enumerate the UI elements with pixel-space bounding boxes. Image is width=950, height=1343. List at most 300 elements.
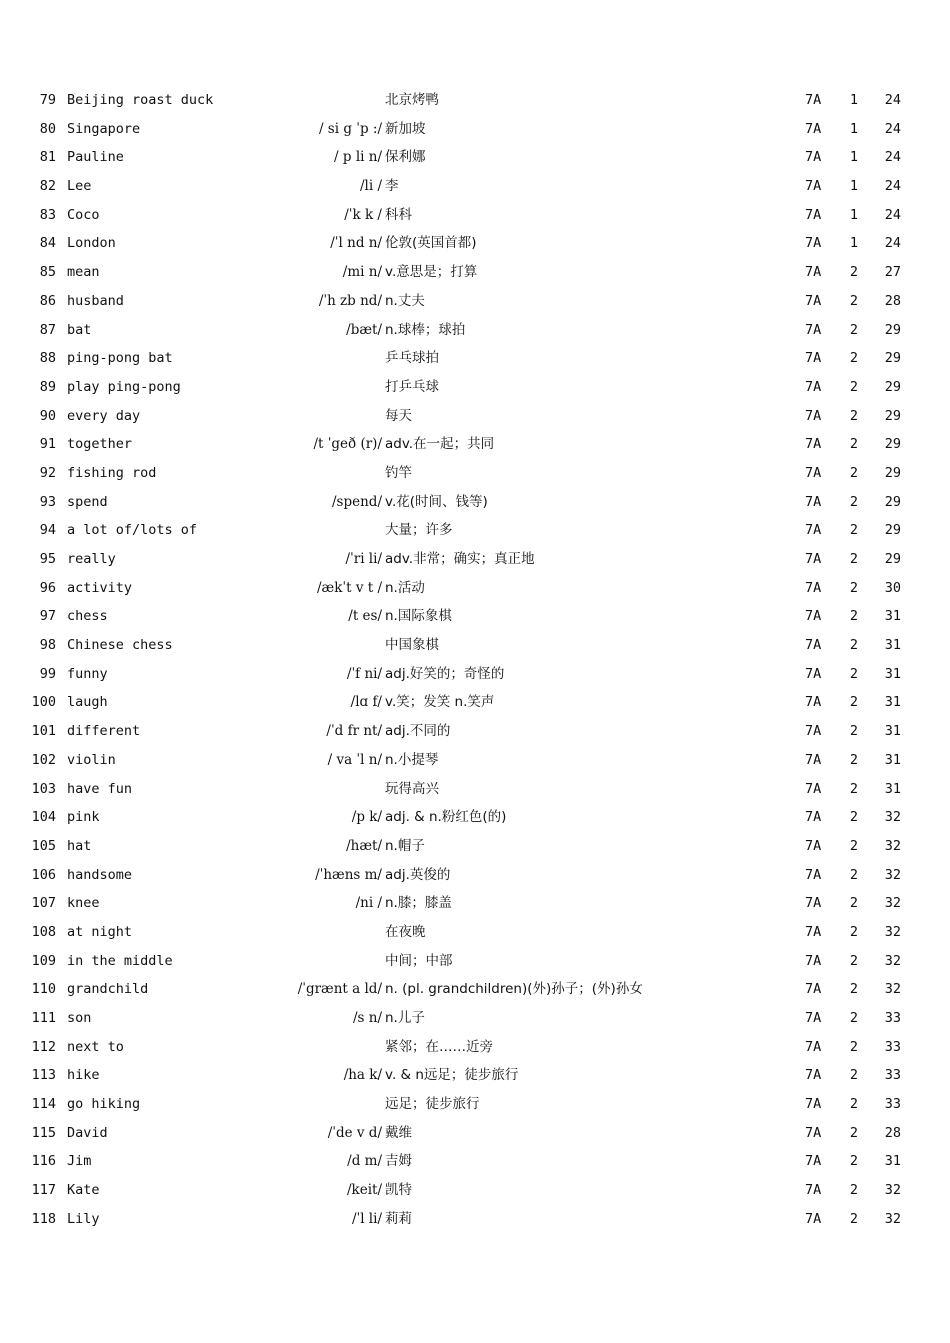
entry-phonetic: /lɑ f/ xyxy=(350,694,382,711)
entry-meaning: n.球棒；球拍 xyxy=(385,321,466,338)
entry-word: ping-pong bat xyxy=(67,350,173,367)
entry-page: 33 xyxy=(884,1038,901,1055)
entry-meaning: adj.好笑的；奇怪的 xyxy=(385,665,505,682)
entry-page: 31 xyxy=(884,608,901,625)
entry-page: 32 xyxy=(884,809,901,826)
entry-number: 90 xyxy=(39,407,56,424)
entry-word: mean xyxy=(67,264,100,281)
entry-phonetic: /spend/ xyxy=(332,493,382,510)
entry-meaning: adv.非常；确实；真正地 xyxy=(385,551,535,567)
entry-meaning: 玩得高兴 xyxy=(385,780,439,797)
entry-meaning: n.活动 xyxy=(385,579,425,596)
entry-meaning: 凯特 xyxy=(385,1182,412,1199)
entry-word: knee xyxy=(67,895,100,912)
entry-word: London xyxy=(67,235,116,252)
entry-unit: 1 xyxy=(849,235,859,252)
vocabulary-table xyxy=(0,86,950,1234)
entry-book: 7A xyxy=(805,235,822,252)
entry-word: husband xyxy=(67,292,124,309)
entry-word: at night xyxy=(67,923,133,940)
table-row xyxy=(0,1205,950,1234)
entry-number: 117 xyxy=(31,1182,56,1199)
entry-phonetic: /ˈf ni/ xyxy=(346,665,382,682)
entry-unit: 2 xyxy=(849,1096,859,1113)
table-row xyxy=(0,889,950,918)
entry-word: really xyxy=(67,551,116,567)
entry-phonetic: /ˈl li/ xyxy=(351,1210,382,1227)
entry-number: 115 xyxy=(31,1124,56,1141)
table-row xyxy=(0,746,950,775)
table-row xyxy=(0,832,950,861)
entry-book: 7A xyxy=(805,1153,822,1170)
entry-book: 7A xyxy=(805,866,822,883)
entry-phonetic: /ˈgrænt a ld/ xyxy=(297,981,382,998)
entry-page: 31 xyxy=(884,694,901,711)
entry-meaning: n.国际象棋 xyxy=(385,608,452,625)
entry-number: 97 xyxy=(39,608,56,625)
table-row xyxy=(0,1176,950,1205)
entry-book: 7A xyxy=(805,551,822,567)
entry-number: 84 xyxy=(39,235,56,252)
entry-book: 7A xyxy=(805,1067,822,1084)
entry-meaning: n.膝；膝盖 xyxy=(385,895,452,912)
entry-page: 29 xyxy=(884,436,901,453)
entry-book: 7A xyxy=(805,923,822,940)
entry-meaning: n.儿子 xyxy=(385,1010,425,1026)
entry-unit: 2 xyxy=(849,1182,859,1199)
entry-word: chess xyxy=(67,608,108,625)
entry-unit: 2 xyxy=(849,895,859,912)
table-row xyxy=(0,316,950,345)
entry-number: 109 xyxy=(31,952,56,969)
entry-meaning: 钓竿 xyxy=(385,464,412,481)
entry-number: 113 xyxy=(31,1067,56,1084)
entry-number: 107 xyxy=(31,895,56,912)
entry-meaning: 紧邻；在……近旁 xyxy=(385,1038,493,1055)
entry-phonetic: /ni / xyxy=(355,895,382,912)
table-row xyxy=(0,430,950,459)
entry-meaning: adj.英俊的 xyxy=(385,866,451,883)
entry-phonetic: /ˈk k / xyxy=(344,206,382,223)
entry-word: Chinese chess xyxy=(67,637,173,654)
table-row xyxy=(0,143,950,172)
entry-number: 116 xyxy=(31,1153,56,1170)
table-row xyxy=(0,115,950,144)
entry-number: 88 xyxy=(39,350,56,367)
entry-number: 89 xyxy=(39,378,56,395)
entry-meaning: 保利娜 xyxy=(385,149,426,166)
table-row xyxy=(0,1119,950,1148)
entry-word: Beijing roast duck xyxy=(67,92,214,108)
entry-number: 82 xyxy=(39,178,56,195)
table-row xyxy=(0,373,950,402)
table-row xyxy=(0,86,950,115)
table-row xyxy=(0,1061,950,1090)
entry-book: 7A xyxy=(805,952,822,969)
entry-page: 24 xyxy=(884,235,901,252)
entry-book: 7A xyxy=(805,1124,822,1141)
entry-phonetic: /t ˈgeð (r)/ xyxy=(313,436,382,453)
entry-meaning: n.帽子 xyxy=(385,837,425,854)
entry-word: in the middle xyxy=(67,952,173,969)
entry-meaning: 远足；徒步旅行 xyxy=(385,1096,480,1113)
entry-book: 7A xyxy=(805,809,822,826)
entry-phonetic: /hæt/ xyxy=(346,837,382,854)
entry-meaning: 大量；许多 xyxy=(385,522,453,539)
entry-number: 112 xyxy=(31,1038,56,1055)
entry-number: 91 xyxy=(39,436,56,453)
entry-page: 33 xyxy=(884,1010,901,1026)
entry-unit: 2 xyxy=(849,1010,859,1026)
entry-book: 7A xyxy=(805,837,822,854)
entry-book: 7A xyxy=(805,751,822,768)
entry-number: 92 xyxy=(39,464,56,481)
entry-book: 7A xyxy=(805,464,822,481)
entry-phonetic: /ˈd fr nt/ xyxy=(326,723,382,740)
entry-number: 102 xyxy=(31,751,56,768)
entry-word: fishing rod xyxy=(67,464,157,481)
entry-phonetic: /ˈh zb nd/ xyxy=(318,292,382,309)
entry-meaning: 戴维 xyxy=(385,1124,412,1141)
entry-book: 7A xyxy=(805,1210,822,1227)
entry-page: 32 xyxy=(884,866,901,883)
table-row xyxy=(0,402,950,431)
entry-unit: 2 xyxy=(849,264,859,281)
entry-word: Lee xyxy=(67,178,92,195)
entry-word: grandchild xyxy=(67,981,149,998)
entry-number: 93 xyxy=(39,493,56,510)
entry-book: 7A xyxy=(805,120,822,137)
entry-word: Singapore xyxy=(67,120,141,137)
entry-book: 7A xyxy=(805,92,822,108)
entry-number: 87 xyxy=(39,321,56,338)
entry-book: 7A xyxy=(805,493,822,510)
entry-unit: 2 xyxy=(849,665,859,682)
entry-word: play ping-pong xyxy=(67,378,181,395)
entry-number: 98 xyxy=(39,637,56,654)
entry-page: 32 xyxy=(884,981,901,998)
entry-word: handsome xyxy=(67,866,133,883)
entry-unit: 2 xyxy=(849,551,859,567)
entry-number: 118 xyxy=(31,1210,56,1227)
entry-book: 7A xyxy=(805,292,822,309)
entry-book: 7A xyxy=(805,780,822,797)
entry-meaning: 中国象棋 xyxy=(385,637,439,654)
entry-book: 7A xyxy=(805,378,822,395)
entry-unit: 2 xyxy=(849,378,859,395)
entry-word: different xyxy=(67,723,141,740)
entry-unit: 2 xyxy=(849,1210,859,1227)
entry-book: 7A xyxy=(805,579,822,596)
entry-page: 31 xyxy=(884,637,901,654)
entry-unit: 2 xyxy=(849,292,859,309)
entry-phonetic: /keit/ xyxy=(346,1182,382,1199)
table-row xyxy=(0,488,950,517)
entry-number: 83 xyxy=(39,206,56,223)
entry-word: Jim xyxy=(67,1153,92,1170)
entry-number: 110 xyxy=(31,981,56,998)
entry-unit: 2 xyxy=(849,608,859,625)
table-row xyxy=(0,660,950,689)
table-row xyxy=(0,1033,950,1062)
entry-number: 79 xyxy=(39,92,56,108)
entry-number: 101 xyxy=(31,723,56,740)
entry-unit: 2 xyxy=(849,809,859,826)
entry-unit: 2 xyxy=(849,321,859,338)
entry-number: 81 xyxy=(39,149,56,166)
entry-book: 7A xyxy=(805,1010,822,1026)
entry-page: 29 xyxy=(884,378,901,395)
entry-book: 7A xyxy=(805,665,822,682)
entry-page: 29 xyxy=(884,321,901,338)
entry-phonetic: /ˈl nd n/ xyxy=(330,235,382,252)
entry-unit: 2 xyxy=(849,952,859,969)
entry-unit: 2 xyxy=(849,1153,859,1170)
entry-word: Coco xyxy=(67,206,100,223)
entry-book: 7A xyxy=(805,149,822,166)
entry-number: 103 xyxy=(31,780,56,797)
entry-page: 24 xyxy=(884,120,901,137)
entry-number: 99 xyxy=(39,665,56,682)
table-row xyxy=(0,602,950,631)
entry-word: go hiking xyxy=(67,1096,141,1113)
table-row xyxy=(0,1147,950,1176)
entry-word: violin xyxy=(67,751,116,768)
table-row xyxy=(0,516,950,545)
entry-unit: 2 xyxy=(849,436,859,453)
entry-unit: 2 xyxy=(849,723,859,740)
table-row xyxy=(0,947,950,976)
entry-number: 80 xyxy=(39,120,56,137)
entry-page: 32 xyxy=(884,895,901,912)
entry-page: 30 xyxy=(884,579,901,596)
entry-unit: 1 xyxy=(849,92,859,108)
entry-unit: 1 xyxy=(849,206,859,223)
entry-page: 24 xyxy=(884,92,901,108)
entry-unit: 1 xyxy=(849,149,859,166)
entry-page: 33 xyxy=(884,1096,901,1113)
entry-meaning: 北京烤鸭 xyxy=(385,92,439,108)
entry-page: 29 xyxy=(884,407,901,424)
entry-word: activity xyxy=(67,579,133,596)
entry-meaning: adj. & n.粉红色(的) xyxy=(385,809,507,826)
entry-unit: 2 xyxy=(849,923,859,940)
entry-book: 7A xyxy=(805,694,822,711)
entry-phonetic: /ˈri li/ xyxy=(345,551,382,567)
entry-meaning: 李 xyxy=(385,178,399,195)
table-row xyxy=(0,258,950,287)
table-row xyxy=(0,775,950,804)
entry-book: 7A xyxy=(805,723,822,740)
entry-unit: 2 xyxy=(849,780,859,797)
entry-book: 7A xyxy=(805,407,822,424)
entry-meaning: v.花(时间、钱等) xyxy=(385,493,488,510)
entry-phonetic: /d m/ xyxy=(347,1153,382,1170)
table-row xyxy=(0,459,950,488)
entry-number: 105 xyxy=(31,837,56,854)
entry-word: bat xyxy=(67,321,92,338)
entry-meaning: 每天 xyxy=(385,407,412,424)
entry-meaning: v.笑；发笑 n.笑声 xyxy=(385,694,495,711)
entry-book: 7A xyxy=(805,1182,822,1199)
table-row xyxy=(0,803,950,832)
entry-meaning: v.意思是；打算 xyxy=(385,264,478,281)
entry-page: 31 xyxy=(884,723,901,740)
entry-book: 7A xyxy=(805,436,822,453)
entry-number: 114 xyxy=(31,1096,56,1113)
entry-meaning: 吉姆 xyxy=(385,1153,412,1170)
table-row xyxy=(0,545,950,574)
entry-page: 24 xyxy=(884,178,901,195)
entry-page: 28 xyxy=(884,1124,901,1141)
table-row xyxy=(0,918,950,947)
entry-unit: 2 xyxy=(849,1067,859,1084)
entry-unit: 2 xyxy=(849,350,859,367)
entry-number: 111 xyxy=(31,1010,56,1026)
entry-unit: 2 xyxy=(849,866,859,883)
table-row xyxy=(0,688,950,717)
entry-word: together xyxy=(67,436,133,453)
entry-page: 32 xyxy=(884,837,901,854)
entry-unit: 2 xyxy=(849,579,859,596)
entry-word: next to xyxy=(67,1038,124,1055)
entry-number: 106 xyxy=(31,866,56,883)
entry-page: 31 xyxy=(884,780,901,797)
entry-phonetic: / si g ˈp :/ xyxy=(318,120,382,137)
table-row xyxy=(0,287,950,316)
entry-phonetic: /s n/ xyxy=(352,1010,382,1026)
entry-page: 29 xyxy=(884,350,901,367)
entry-meaning: n.小提琴 xyxy=(385,751,439,768)
entry-number: 85 xyxy=(39,264,56,281)
entry-page: 32 xyxy=(884,923,901,940)
entry-book: 7A xyxy=(805,321,822,338)
table-row xyxy=(0,1090,950,1119)
entry-meaning: adj.不同的 xyxy=(385,723,451,740)
entry-unit: 2 xyxy=(849,637,859,654)
entry-word: hike xyxy=(67,1067,100,1084)
entry-phonetic: /ækˈt v t / xyxy=(316,579,382,596)
entry-word: every day xyxy=(67,407,141,424)
entry-number: 104 xyxy=(31,809,56,826)
entry-page: 28 xyxy=(884,292,901,309)
entry-number: 94 xyxy=(39,522,56,539)
entry-page: 27 xyxy=(884,264,901,281)
entry-phonetic: /p k/ xyxy=(351,809,382,826)
entry-meaning: 在夜晚 xyxy=(385,923,426,940)
entry-word: a lot of/lots of xyxy=(67,522,198,539)
entry-page: 33 xyxy=(884,1067,901,1084)
entry-unit: 2 xyxy=(849,493,859,510)
table-row xyxy=(0,975,950,1004)
entry-page: 32 xyxy=(884,1210,901,1227)
table-row xyxy=(0,574,950,603)
entry-meaning: 新加坡 xyxy=(385,120,426,137)
entry-word: have fun xyxy=(67,780,133,797)
entry-book: 7A xyxy=(805,1038,822,1055)
entry-book: 7A xyxy=(805,1096,822,1113)
table-row xyxy=(0,201,950,230)
entry-phonetic: / p li n/ xyxy=(334,149,382,166)
entry-word: son xyxy=(67,1010,92,1026)
entry-phonetic: /ˈhæns m/ xyxy=(315,866,382,883)
entry-meaning: 伦敦(英国首都) xyxy=(385,235,477,252)
entry-page: 29 xyxy=(884,464,901,481)
entry-number: 96 xyxy=(39,579,56,596)
entry-phonetic: /ˈde v d/ xyxy=(327,1124,382,1141)
entry-unit: 2 xyxy=(849,981,859,998)
entry-page: 32 xyxy=(884,952,901,969)
entry-book: 7A xyxy=(805,206,822,223)
table-row xyxy=(0,631,950,660)
entry-unit: 2 xyxy=(849,694,859,711)
entry-page: 29 xyxy=(884,551,901,567)
entry-page: 24 xyxy=(884,206,901,223)
entry-word: pink xyxy=(67,809,100,826)
entry-unit: 2 xyxy=(849,837,859,854)
entry-word: hat xyxy=(67,837,92,854)
entry-phonetic: /mi n/ xyxy=(342,264,382,281)
entry-unit: 2 xyxy=(849,1124,859,1141)
entry-unit: 2 xyxy=(849,1038,859,1055)
table-row xyxy=(0,861,950,890)
entry-number: 100 xyxy=(31,694,56,711)
entry-page: 31 xyxy=(884,665,901,682)
entry-number: 95 xyxy=(39,551,56,567)
entry-phonetic: / va ˈl n/ xyxy=(327,751,382,768)
entry-word: funny xyxy=(67,665,108,682)
entry-unit: 1 xyxy=(849,178,859,195)
entry-word: Kate xyxy=(67,1182,100,1199)
entry-phonetic: /ha k/ xyxy=(343,1067,382,1084)
entry-page: 24 xyxy=(884,149,901,166)
entry-meaning: 莉莉 xyxy=(385,1210,412,1227)
entry-book: 7A xyxy=(805,178,822,195)
entry-meaning: v. & n远足；徒步旅行 xyxy=(385,1067,519,1084)
entry-page: 31 xyxy=(884,751,901,768)
table-row xyxy=(0,1004,950,1033)
entry-book: 7A xyxy=(805,895,822,912)
entry-phonetic: /bæt/ xyxy=(346,321,382,338)
entry-page: 31 xyxy=(884,1153,901,1170)
table-row xyxy=(0,344,950,373)
entry-page: 29 xyxy=(884,522,901,539)
entry-word: laugh xyxy=(67,694,108,711)
entry-book: 7A xyxy=(805,522,822,539)
table-row xyxy=(0,229,950,258)
entry-meaning: n. (pl. grandchildren)(外)孙子；(外)孙女 xyxy=(385,981,643,998)
entry-book: 7A xyxy=(805,264,822,281)
entry-phonetic: /t es/ xyxy=(348,608,382,625)
entry-word: Pauline xyxy=(67,149,124,166)
entry-word: David xyxy=(67,1124,108,1141)
table-row xyxy=(0,717,950,746)
entry-word: spend xyxy=(67,493,108,510)
entry-book: 7A xyxy=(805,637,822,654)
entry-phonetic: /li / xyxy=(359,178,382,195)
entry-unit: 2 xyxy=(849,407,859,424)
entry-unit: 2 xyxy=(849,751,859,768)
entry-meaning: 科科 xyxy=(385,206,412,223)
entry-number: 86 xyxy=(39,292,56,309)
entry-meaning: 中间；中部 xyxy=(385,952,453,969)
entry-unit: 1 xyxy=(849,120,859,137)
entry-book: 7A xyxy=(805,608,822,625)
entry-meaning: 乒乓球拍 xyxy=(385,350,439,367)
entry-word: Lily xyxy=(67,1210,100,1227)
table-row xyxy=(0,172,950,201)
entry-unit: 2 xyxy=(849,522,859,539)
